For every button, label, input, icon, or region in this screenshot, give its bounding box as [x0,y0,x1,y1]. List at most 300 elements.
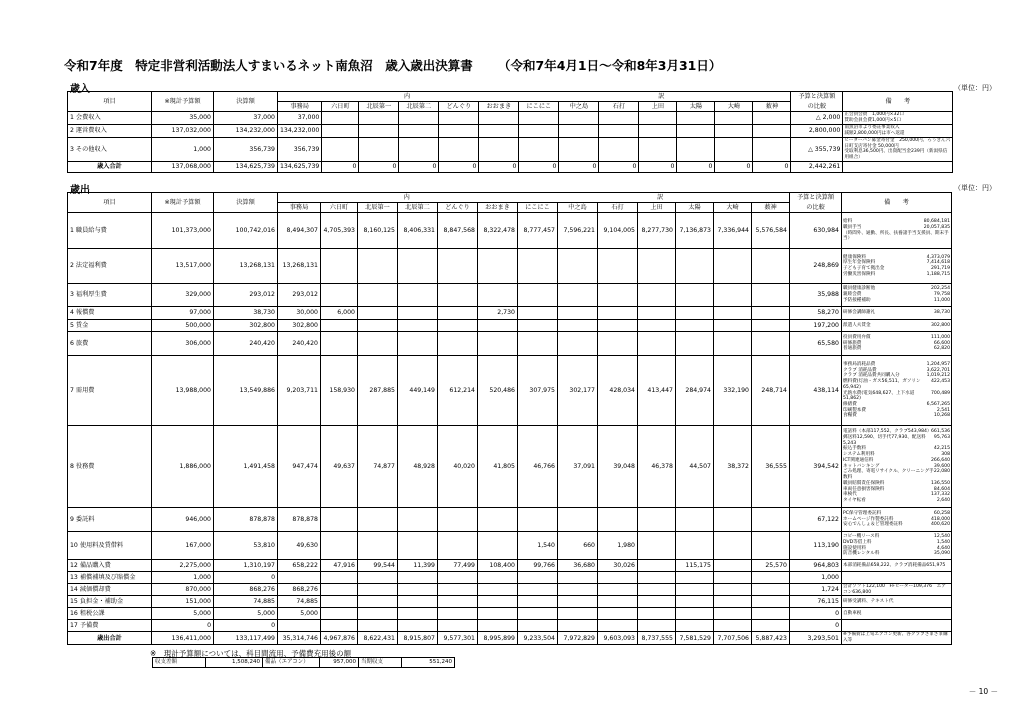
row-notes: 本部消耗備品658,222、クラブ消耗備品651,975 [842,560,952,572]
total-item: 歳入合計 [68,161,152,172]
col-sub-1: 六日町 [321,203,358,213]
sub-value: 7,707,506 [714,632,752,644]
sub-value [438,596,478,608]
table-row [68,508,952,532]
total-row [68,161,953,172]
row-notes: 電話料（本部117,552、クラブ543,984） 661,536 郵送料12,590、切手代77,930、配送料5,243 95,763 振込手数料 42,215 システム利用料 308 ICT関連通信料 266,640 ネットバンキング 39,600 ごみ処理、寄電リサイクル、クリーニング手数料 22,080 職員賠償責任保険料 136,550 車両任意損害保険料 84,604 車検代 137,332 タイヤ転看 2,640 [842,426,952,508]
sub-value [321,249,358,284]
revenue-table [67,91,953,173]
sub-value [598,608,638,620]
sub-value: 878,878 [278,508,321,532]
sub-value [714,307,752,320]
sub-value [752,572,790,584]
table-cell: 137,068,000 [152,161,214,172]
sub-value: 11,399 [398,560,438,572]
sub-value: 8,777,457 [518,213,558,249]
row-actual: 5,000 [214,608,278,620]
sub-value [322,138,359,162]
row-actual: 240,420 [214,332,278,356]
col-actual: 決算額 [214,193,278,213]
sub-value [398,284,438,307]
sub-value [714,608,752,620]
balance-value: 1,508,240 [206,658,263,668]
sub-value [752,284,790,307]
sub-value [439,112,479,125]
sub-value [714,320,752,332]
sub-value [638,560,676,572]
sub-value [638,608,676,620]
sub-value [438,307,478,320]
sub-value [518,284,558,307]
sub-value [752,249,790,284]
row-actual: 13,549,886 [214,356,278,426]
sub-value: 8,915,807 [398,632,438,644]
sub-value [322,112,359,125]
row-notes: 南魚沼市より委託事業収入 減額2,800,000円は市へ返還 [843,125,953,138]
sub-value [598,596,638,608]
table-cell: 3,293,501 [790,632,842,644]
sub-value [518,584,558,596]
sub-value: 35,314,746 [278,632,321,644]
sub-value [358,320,398,332]
sub-value [399,112,439,125]
sub-value: 7,136,873 [676,213,714,249]
row-item: 3 福利厚生費 [68,284,152,307]
col-sub-0: 事務局 [278,102,322,112]
sub-value [399,138,439,162]
sub-value [358,620,398,632]
row-item: 7 需用費 [68,356,152,426]
sub-value [518,572,558,584]
sub-value [598,249,638,284]
row-budget: 1,886,000 [152,426,214,508]
sub-value: 9,233,504 [518,632,558,644]
sub-value [558,572,598,584]
net-label: 当期収支 [359,658,402,668]
row-diff: 58,270 [790,307,842,320]
sub-value [478,284,518,307]
sub-value [359,112,399,125]
equipment-label: 備品（エアコン） [263,658,320,668]
sub-value [752,532,790,560]
col-sub-4: どんぐり [439,102,479,112]
sub-value: 2,730 [478,307,518,320]
sub-value: 8,995,899 [478,632,518,644]
sub-value [321,332,358,356]
balance-table [152,657,455,668]
sub-value [321,284,358,307]
table-row [68,138,953,162]
sub-value [639,112,677,125]
sub-value: 99,766 [518,560,558,572]
col-sub-3: 北辰第二 [398,203,438,213]
sub-value [558,307,598,320]
row-notes: 研修受講料、テキスト代 [842,596,952,608]
table-row [68,596,952,608]
sub-value [519,112,559,125]
expense-unit: （単位：円） [954,184,996,192]
sub-value [714,560,752,572]
sub-value [714,532,752,560]
sub-value [558,608,598,620]
sub-value: 49,630 [278,532,321,560]
sub-value [358,532,398,560]
sub-value [598,584,638,596]
sub-value: 0 [519,161,559,172]
sub-value [558,584,598,596]
sub-value [358,584,398,596]
sub-value [638,307,676,320]
sub-value: 134,625,739 [278,161,322,172]
expense-table [67,192,952,645]
sub-value: 39,048 [598,426,638,508]
sub-value: 356,739 [278,138,322,162]
sub-value [714,572,752,584]
sub-value [321,584,358,596]
row-budget: 500,000 [152,320,214,332]
row-budget: 35,000 [152,112,214,125]
sub-value [321,320,358,332]
row-diff: 1,000 [790,572,842,584]
table-row [68,620,952,632]
sub-value [518,249,558,284]
row-notes [842,620,952,632]
sub-value [638,572,676,584]
sub-value [398,249,438,284]
sub-value [478,608,518,620]
sub-value: 8,277,730 [638,213,676,249]
col-diff: 予算と決算額 [791,92,843,102]
revenue-heading: 歳入 [70,84,90,95]
sub-value [677,112,715,125]
sub-value: 115,175 [676,560,714,572]
sub-value [598,332,638,356]
sub-value [752,508,790,532]
sub-value: 7,972,829 [558,632,598,644]
sub-value [638,620,676,632]
sub-value [278,572,321,584]
sub-value [752,332,790,356]
sub-value: 284,974 [676,356,714,426]
sub-value [438,249,478,284]
sub-value [753,112,791,125]
net-value: 551,240 [402,658,455,668]
row-diff: 67,122 [790,508,842,532]
row-actual: 37,000 [214,112,278,125]
sub-value [752,596,790,608]
sub-value [399,125,439,138]
sub-value [321,620,358,632]
sub-value: 48,928 [398,426,438,508]
col-diff: 予算と決算額 [790,193,842,203]
table-cell: 136,411,000 [152,632,214,644]
col-sub-4: どんぐり [438,203,478,213]
row-notes: 役員費用弁償 111,000 研修旅費 66,600 普通旅費 62,820 [842,332,952,356]
sub-value [676,508,714,532]
sub-value [752,320,790,332]
sub-value [398,608,438,620]
table-row [68,356,952,426]
sub-value [479,112,519,125]
sub-value [715,125,753,138]
sub-value [599,112,639,125]
row-budget: 946,000 [152,508,214,532]
table-row [68,213,952,249]
row-budget: 329,000 [152,284,214,307]
sub-value: 4,705,393 [321,213,358,249]
col-actual: 決算額 [214,92,278,112]
sub-value: 7,581,529 [676,632,714,644]
sub-value [358,596,398,608]
col-sub-6: にこにこ [519,102,559,112]
col-sub-0: 事務局 [278,203,321,213]
row-actual: 878,878 [214,508,278,532]
sub-value: 7,596,221 [558,213,598,249]
sub-value: 74,885 [278,596,321,608]
sub-value: 287,885 [358,356,398,426]
sub-value [558,508,598,532]
row-item: 9 委託料 [68,508,152,532]
sub-value [398,508,438,532]
sub-value: 9,577,301 [438,632,478,644]
sub-value [714,596,752,608]
document-title: 令和7年度 特定非営利活動法人すまいるネット南魚沼 歳入歳出決算書 （令和7年4月1日～令和8年3月31日） [64,58,722,73]
sub-value [558,249,598,284]
sub-value: 47,916 [321,560,358,572]
sub-value [598,320,638,332]
row-diff: 197,200 [790,320,842,332]
col-budget: ※現計予算額 [152,193,214,213]
revenue-unit: （単位：円） [954,84,996,92]
sub-value: 0 [399,161,439,172]
row-item: 5 賃金 [68,320,152,332]
row-diff: 394,542 [790,426,842,508]
sub-value: 7,336,944 [714,213,752,249]
row-notes: 事務局消耗品費 1,204,957 クラブ 消耗品費 3,622,701 クラブ 消耗品費共同購入分 1,019,212 燃料費(灯油・ガス56,511、ガソリン65,942) 422,453 光熱水費(電気648,627、上下水道51,862) 700,489 修繕費 6,567,265 印刷製本費 2,541 食糧費 10,268 [842,356,952,426]
sub-value: 30,000 [278,307,321,320]
sub-value: 8,847,568 [438,213,478,249]
row-diff: 0 [790,620,842,632]
table-cell: 2,442,261 [791,161,843,172]
row-notes [842,572,952,584]
sub-value: 49,637 [321,426,358,508]
row-diff: 2,800,000 [791,125,843,138]
sub-value [599,138,639,162]
col-sub-12: 薮神 [752,203,790,213]
row-budget: 137,032,000 [152,125,214,138]
sub-value [558,332,598,356]
sub-value [358,572,398,584]
sub-value [558,620,598,632]
sub-value: 8,160,125 [358,213,398,249]
sub-value [639,138,677,162]
table-row [68,112,953,125]
sub-value [478,320,518,332]
row-notes: PC保守管理委託料 60,258 ホームページ作製委託料 418,000 安心でんしょ＆ど管理委託料 400,620 [842,508,952,532]
expense-heading: 歳出 [70,185,90,196]
sub-value [676,320,714,332]
sub-value [714,508,752,532]
sub-value: 37,000 [278,112,322,125]
sub-value: 5,000 [278,608,321,620]
row-budget: 870,000 [152,584,214,596]
col-sub-10: 太陽 [677,102,715,112]
sub-value [479,125,519,138]
sub-value: 158,930 [321,356,358,426]
sub-value [638,249,676,284]
sub-value: 520,486 [478,356,518,426]
row-diff: 113,190 [790,532,842,560]
table-cell: 134,625,739 [214,161,278,172]
row-budget: 0 [152,620,214,632]
sub-value [438,508,478,532]
row-diff: 630,984 [790,213,842,249]
row-diff: 248,869 [790,249,842,284]
sub-value: 36,555 [752,426,790,508]
col-sub-7: 中之島 [558,203,598,213]
row-actual: 13,268,131 [214,249,278,284]
sub-value: 0 [753,161,791,172]
row-notes: 正会員会費 1,000円×32口 賛助会員会費1,000円×5口 [843,112,953,125]
sub-value [677,138,715,162]
sub-value [478,596,518,608]
sub-value [518,320,558,332]
row-item: 17 予備費 [68,620,152,632]
sub-value [478,584,518,596]
sub-value [438,584,478,596]
sub-value [676,572,714,584]
sub-value [676,332,714,356]
sub-value [714,332,752,356]
row-actual: 1,310,197 [214,560,278,572]
sub-value [598,508,638,532]
row-item: 8 役務費 [68,426,152,508]
table-row [68,284,952,307]
col-sub-1: 六日町 [322,102,359,112]
sub-value: 38,372 [714,426,752,508]
row-item: 1 職員給与費 [68,213,152,249]
sub-value [322,125,359,138]
sub-value [478,532,518,560]
table-row [68,560,952,572]
sub-value [359,138,399,162]
table-cell: 133,117,499 [214,632,278,644]
col-sub-11: 大崎 [715,102,753,112]
sub-value: 8,322,478 [478,213,518,249]
sub-value [398,532,438,560]
sub-value [398,584,438,596]
sub-value: 413,447 [638,356,676,426]
col-sub-2: 北辰第一 [359,102,399,112]
sub-value [278,620,321,632]
row-item: 2 運営費収入 [68,125,152,138]
row-item: 3 その他収入 [68,138,152,162]
sub-value [398,572,438,584]
row-budget: 1,000 [152,138,214,162]
sub-value: 240,420 [278,332,321,356]
col-remarks: 備 考 [843,92,953,112]
sub-value [321,596,358,608]
row-diff: △ 355,739 [791,138,843,162]
sub-value [438,608,478,620]
sub-value: 30,026 [598,560,638,572]
sub-value: 134,232,000 [278,125,322,138]
sub-value [752,608,790,620]
sub-value: 9,203,711 [278,356,321,426]
sub-value [438,284,478,307]
sub-value [518,596,558,608]
sub-value: 0 [559,161,599,172]
sub-value [598,572,638,584]
row-actual: 74,885 [214,596,278,608]
row-notes: 自動車税 [842,608,952,620]
sub-value [638,532,676,560]
row-budget: 167,000 [152,532,214,560]
sub-value: 8,406,331 [398,213,438,249]
row-item: 14 減価償却費 [68,584,152,596]
sub-value [676,307,714,320]
col-sub-10: 太陽 [676,203,714,213]
col-sub-5: おおまき [479,102,519,112]
sub-value: 40,020 [438,426,478,508]
sub-value [598,307,638,320]
sub-value: 0 [439,161,479,172]
row-budget: 13,988,000 [152,356,214,426]
col-sub-3: 北辰第二 [399,102,439,112]
col-breakdown: 内 訳 [278,193,790,203]
row-notes: 派遣人夫賃金 302,800 [842,320,952,332]
sub-value [321,572,358,584]
col-item: 項目 [68,92,152,112]
sub-value: 0 [715,161,753,172]
row-actual: 356,739 [214,138,278,162]
sub-value [639,125,677,138]
sub-value: 77,499 [438,560,478,572]
table-row [68,320,952,332]
sub-value [714,620,752,632]
row-notes: 職員健康診断他 202,254 親睦会費 79,758 予防接種補助 11,000 [842,284,952,307]
sub-value [752,307,790,320]
row-actual: 302,800 [214,320,278,332]
row-actual: 0 [214,572,278,584]
sub-value: 8,622,431 [358,632,398,644]
sub-value [438,320,478,332]
table-row [68,584,952,596]
sub-value [439,125,479,138]
sub-value: 41,805 [478,426,518,508]
sub-value: 302,800 [278,320,321,332]
sub-value [518,608,558,620]
col-sub-8: 石打 [599,102,639,112]
sub-value [398,332,438,356]
page-number: － 10 － [968,687,998,696]
sub-value [558,596,598,608]
sub-value [638,584,676,596]
sub-value [638,332,676,356]
sub-value [676,608,714,620]
row-diff: 1,724 [790,584,842,596]
sub-value [638,320,676,332]
sub-value [439,138,479,162]
sub-value: 0 [479,161,519,172]
col-sub-6: にこにこ [518,203,558,213]
sub-value: 9,603,093 [598,632,638,644]
col-sub-7: 中之島 [559,102,599,112]
sub-value: 99,544 [358,560,398,572]
sub-value [519,125,559,138]
col-sub-2: 北辰第一 [358,203,398,213]
row-notes: 会計ソフト122,100 FFヒーター109,376 エアコン636,800 [842,584,952,596]
